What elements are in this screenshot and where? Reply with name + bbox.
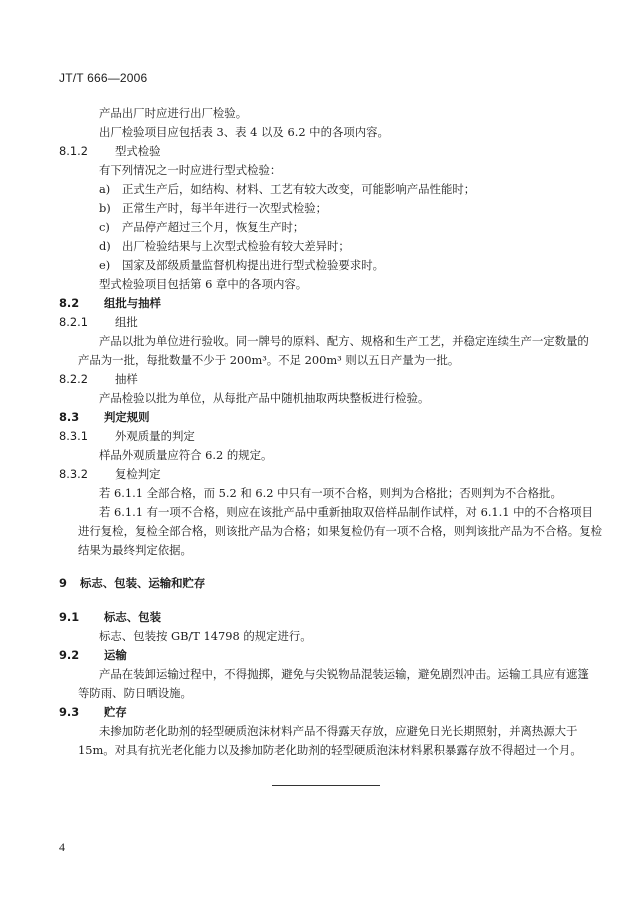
chapter-title: 标志、包装、运输和贮存: [80, 576, 206, 590]
paragraph-line: 未掺加防老化助剂的轻型硬质泡沫材料产品不得露天存放，应避免日光长期照射，并离热源大于: [99, 724, 578, 738]
section-number: 8.3.1: [59, 429, 88, 443]
section-number: 9.1: [59, 610, 80, 624]
paragraph-line: 型式检验项目包括第 6 章中的各项内容。: [99, 277, 308, 291]
section-number: 8.3: [59, 410, 80, 424]
list-item-label: c): [99, 220, 110, 234]
paragraph-line: 出厂检验项目应包括表 3、表 4 以及 6.2 中的各项内容。: [99, 125, 389, 139]
section-title: 贮存: [104, 705, 127, 719]
section-number: 8.3.2: [59, 467, 88, 481]
paragraph-line: 进行复检，复检全部合格，则该批产品为合格；如果复检仍有一项不合格，则判该批产品为不合格。复检: [78, 524, 602, 538]
paragraph-line: 有下列情况之一时应进行型式检验：: [99, 163, 282, 177]
section-number: 9.2: [59, 648, 80, 662]
chapter-number: 9: [59, 576, 67, 590]
paragraph-line: 产品出厂时应进行出厂检验。: [99, 106, 248, 120]
list-item-text: 产品停产超过三个月，恢复生产时；: [122, 220, 305, 234]
paragraph-line: 产品检验以批为单位，从每批产品中随机抽取两块整板进行检验。: [99, 391, 430, 405]
section-title: 复检判定: [115, 467, 161, 481]
paragraph-line: 若 6.1.1 有一项不合格，则应在该批产品中重新抽取双倍样品制作试样，对 6.1.1 中的不合格项目: [99, 505, 593, 519]
paragraph-line: 产品为一批，每批数量不少于 200m³。不足 200m³ 则以五日产量为一批。: [78, 353, 460, 367]
section-title: 标志、包装: [104, 610, 161, 624]
list-item-label: e): [99, 258, 111, 272]
paragraph-line: 产品在装卸运输过程中，不得抛掷，避免与尖锐物品混装运输，避免剧烈冲击。运输工具应有遮篷: [99, 667, 589, 681]
paragraph-line: 标志、包装按 GB/T 14798 的规定进行。: [99, 629, 312, 643]
section-title: 抽样: [115, 372, 138, 386]
section-title: 外观质量的判定: [115, 429, 195, 443]
list-item-text: 正式生产后，如结构、材料、工艺有较大改变，可能影响产品性能时；: [122, 182, 476, 196]
section-number: 8.2.2: [59, 372, 88, 386]
end-rule: [272, 785, 380, 786]
page-number: 4: [59, 840, 65, 854]
section-number: 8.1.2: [59, 144, 88, 158]
paragraph-line: 若 6.1.1 全部合格，而 5.2 和 6.2 中只有一项不合格，则判为合格批；否则判为不合格批。: [99, 486, 562, 500]
section-title: 判定规则: [104, 410, 150, 424]
section-number: 8.2: [59, 296, 80, 310]
section-title: 组批: [115, 315, 138, 329]
list-item-label: d): [99, 239, 111, 253]
section-number: 8.2.1: [59, 315, 88, 329]
list-item-text: 正常生产时，每半年进行一次型式检验；: [122, 201, 328, 215]
paragraph-line: 样品外观质量应符合 6.2 的规定。: [99, 448, 273, 462]
section-title: 运输: [104, 648, 127, 662]
section-number: 9.3: [59, 705, 80, 719]
list-item-text: 出厂检验结果与上次型式检验有较大差异时；: [122, 239, 350, 253]
list-item-label: a): [99, 182, 111, 196]
paragraph-line: 15m。对具有抗光老化能力以及掺加防老化助剂的轻型硬质泡沫材料累积暴露存放不得超过一个月。: [78, 743, 582, 757]
paragraph-line: 产品以批为单位进行验收。同一牌号的原料、配方、规格和生产工艺，并稳定连续生产一定数量的: [99, 334, 589, 348]
section-title: 组批与抽样: [104, 296, 161, 310]
list-item-text: 国家及部级质量监督机构提出进行型式检验要求时。: [122, 258, 384, 272]
section-title: 型式检验: [115, 144, 161, 158]
paragraph-line: 等防雨、防日晒设施。: [78, 686, 192, 700]
list-item-label: b): [99, 201, 111, 215]
paragraph-line: 结果为最终判定依据。: [78, 543, 192, 557]
doc-code-header: JT/T 666—2006: [59, 71, 148, 85]
